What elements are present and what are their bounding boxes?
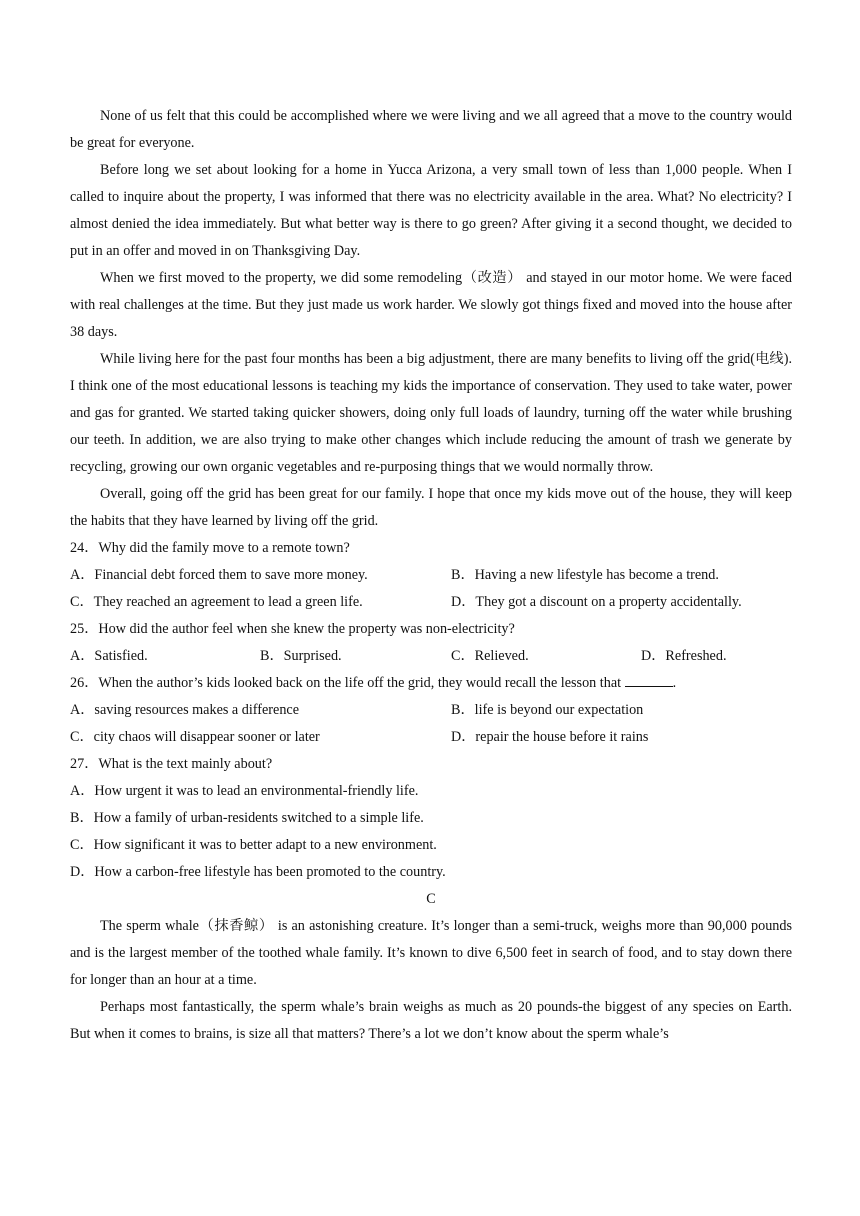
section-heading: C — [426, 891, 436, 907]
option-d: D．Refreshed. — [641, 648, 727, 664]
passage-paragraph: Before long we set about looking for a home in Yucca Arizona, a very small town of less than 1,000 people. When I called to inquire about the property, I was informed that there was no electricity available in the area. What? No electricity? I almost denied the idea immediately. But what better way is there to go green? After giving it a second thought, we decided to put in an offer and moved in on Thanksgiving Day. — [70, 162, 792, 259]
question-26 — [70, 670, 792, 751]
option-a: A．How urgent it was to lead an environmental-friendly life. — [70, 783, 419, 799]
passage-paragraph: Overall, going off the grid has been great for our family. I hope that once my kids move out of the house, they will keep the habits that they have learned by living off the grid. — [70, 486, 792, 529]
passage-paragraph: Perhaps most fantastically, the sperm whale’s brain weighs as much as 20 pounds-the biggest of any species on Earth. But when it comes to brains, is size all that matters? There’s a lot we don’t know about the sperm whale’s — [70, 999, 792, 1042]
passage-paragraph: The sperm whale（抹香鲸） is an astonishing creature. It’s longer than a semi-truck, weighs more than 90,000 pounds and is the largest member of the toothed whale family. It’s known to dive 6,500 feet in search of food, and to stay down there for longer than an hour at a time. — [70, 918, 792, 988]
option-a: A．Financial debt forced them to save more money. — [70, 567, 368, 583]
option-b: B．Surprised. — [260, 648, 342, 664]
option-b: B．Having a new lifestyle has become a trend. — [451, 567, 719, 583]
answer-blank — [625, 672, 673, 687]
passage-paragraph: None of us felt that this could be accomplished where we were living and we all agreed that a move to the country would be great for everyone. — [70, 108, 792, 151]
question-stem-end: . — [672, 675, 677, 691]
option-c: C．How significant it was to better adapt to a new environment. — [70, 837, 437, 853]
options — [70, 562, 792, 616]
option-d: D．repair the house before it rains — [451, 729, 649, 745]
question-25 — [70, 616, 792, 670]
option-a: A．Satisfied. — [70, 648, 148, 664]
option-b: B．life is beyond our expectation — [451, 702, 644, 718]
question-stem: 25．How did the author feel when she knew the property was non-electricity? — [70, 621, 515, 637]
options — [70, 697, 792, 751]
option-c: C．They reached an agreement to lead a green life. — [70, 594, 363, 610]
option-d: D．How a carbon-free lifestyle has been promoted to the country. — [70, 864, 446, 880]
passage-paragraph: When we first moved to the property, we did some remodeling（改造） and stayed in our motor home. We were faced with real challenges at the time. But they just made us work harder. We slowly got things fixed and moved into the house after 38 days. — [70, 270, 792, 340]
option-a: A．saving resources makes a difference — [70, 702, 300, 718]
option-c: C．Relieved. — [451, 648, 529, 664]
option-b: B．How a family of urban-residents switched to a simple life. — [70, 810, 424, 826]
question-stem: 24．Why did the family move to a remote town? — [70, 540, 350, 556]
option-d: D．They got a discount on a property accidentally. — [451, 594, 742, 610]
option-c: C．city chaos will disappear sooner or later — [70, 729, 320, 745]
question-stem — [70, 670, 792, 697]
question-stem-text: 26．When the author’s kids looked back on the life off the grid, they would recall the lesson that — [70, 675, 625, 691]
options — [70, 643, 792, 670]
document-page — [70, 103, 792, 1048]
question-27 — [70, 751, 792, 886]
passage-paragraph: While living here for the past four months has been a big adjustment, there are many benefits to living off the grid(电线). I think one of the most educational lessons is teaching my kids the importance of conservation. They used to take water, power and gas for granted. We started taking quicker showers, doing only full loads of laundry, turning off the water while brushing our teeth. In addition, we are also trying to make other changes which include reducing the amount of trash we generate by recycling, growing our own organic vegetables and re-purposing things that we would normally throw. — [70, 351, 792, 475]
question-stem: 27．What is the text mainly about? — [70, 756, 273, 772]
question-24 — [70, 535, 792, 616]
